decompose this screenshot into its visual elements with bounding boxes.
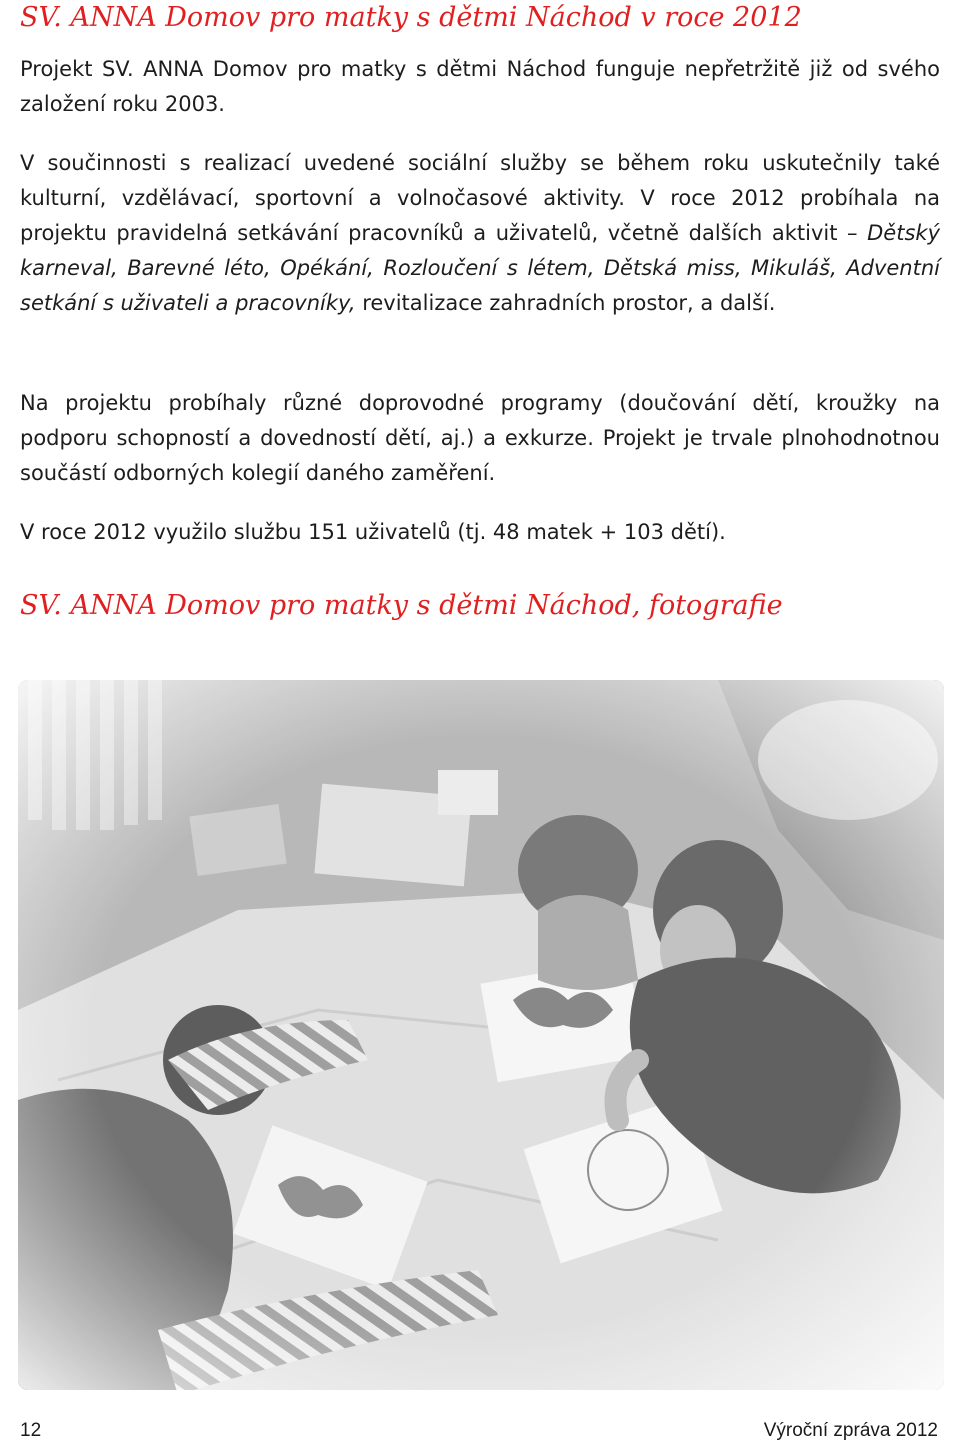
section-title: SV. ANNA Domov pro matky s dětmi Náchod v roce 2012 [20,2,802,33]
paragraph-users: V roce 2012 využilo službu 151 uživatelů (tj. 48 matek + 103 dětí). [20,520,726,544]
activities-event-list: Dětský karneval, Barevné léto, Opékání, Rozloučení s létem, Dětská miss, Mikuláš, Adventní setkání s uživateli a pracovníky, [20,221,940,315]
report-name: Výroční zpráva 2012 [763,1420,938,1441]
activities-text-start: V součinnosti s realizací uvedené sociální služby se během roku uskutečnily také kulturní, vzdělávací, sportovní a volnočasové aktivity. V roce 2012 probíhala na projektu pravidelná setkávání pracovníků a uživatelů, včetně dalších aktivit – [20,151,940,245]
photo-illustration [18,680,944,1390]
photo-children-drawing [18,680,944,1390]
activities-text-end: revitalizace zahradních prostor, a další. [362,291,776,315]
photo-section-title: SV. ANNA Domov pro matky s dětmi Náchod, fotografie [20,590,783,621]
paragraph-programs: Na projektu probíhaly různé doprovodné programy (doučování dětí, kroužky na podporu schopností a dovedností dětí, aj.) a exkurze. Projekt je trvale plnohodnotnou součástí odborných kolegií daného zaměření. [20,391,940,485]
page-number: 12 [20,1420,42,1441]
paragraph-intro: Projekt SV. ANNA Domov pro matky s dětmi Náchod funguje nepřetržitě již od svého založení roku 2003. [20,57,940,116]
paragraph-activities [20,146,940,321]
